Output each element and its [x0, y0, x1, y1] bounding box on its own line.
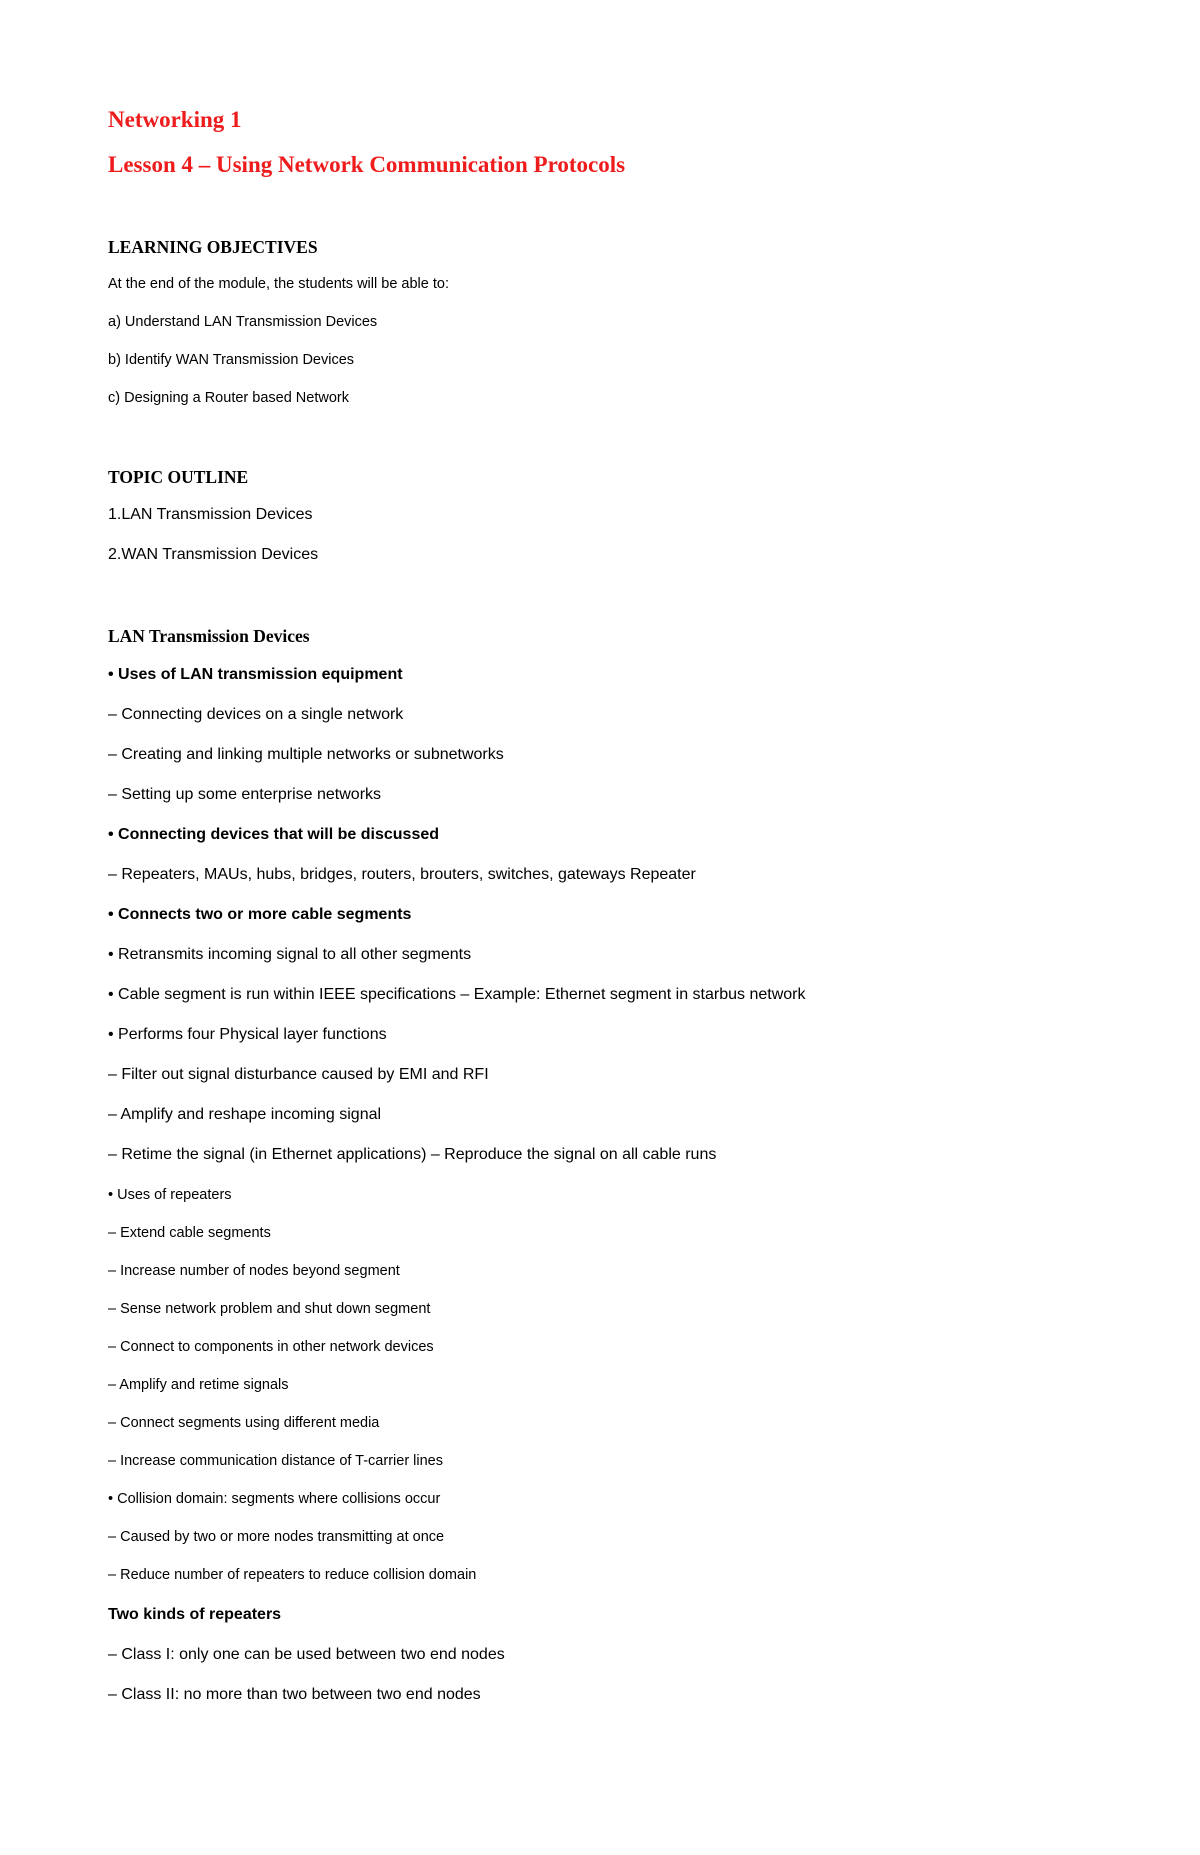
outline-item: 1.LAN Transmission Devices [108, 506, 313, 523]
list-item: – Caused by two or more nodes transmitting at once [108, 1529, 445, 1545]
outline-item: 2.WAN Transmission Devices [108, 546, 319, 563]
list-item: • Performs four Physical layer functions [108, 1026, 387, 1043]
list-item: – Connecting devices on a single network [108, 706, 404, 723]
list-item: • Uses of repeaters [108, 1187, 232, 1203]
list-item: • Cable segment is run within IEEE specifications – Example: Ethernet segment in starbus network [108, 986, 806, 1003]
list-item: – Setting up some enterprise networks [108, 786, 382, 803]
list-item: – Class I: only one can be used between two end nodes [108, 1646, 505, 1663]
list-item: – Amplify and reshape incoming signal [108, 1106, 382, 1123]
list-item: – Creating and linking multiple networks or subnetworks [108, 746, 504, 763]
course-title: Networking 1 [108, 107, 242, 132]
list-item: • Retransmits incoming signal to all other segments [108, 946, 472, 963]
list-item: • Collision domain: segments where collisions occur [108, 1491, 441, 1507]
list-item: – Retime the signal (in Ethernet applications) – Reproduce the signal on all cable runs [108, 1146, 717, 1163]
objective-item: b) Identify WAN Transmission Devices [108, 352, 355, 368]
list-item: – Reduce number of repeaters to reduce collision domain [108, 1567, 477, 1583]
topic-outline-heading: TOPIC OUTLINE [108, 467, 249, 487]
list-item: – Amplify and retime signals [108, 1377, 289, 1393]
objective-item: a) Understand LAN Transmission Devices [108, 314, 378, 330]
list-item: – Connect to components in other network devices [108, 1339, 434, 1355]
list-item: – Filter out signal disturbance caused by EMI and RFI [108, 1066, 489, 1083]
list-item: – Connect segments using different media [108, 1415, 380, 1431]
objectives-intro: At the end of the module, the students will be able to: [108, 276, 449, 292]
lesson-title: Lesson 4 – Using Network Communication Protocols [108, 152, 626, 177]
bullet-heading: • Connects two or more cable segments [108, 906, 412, 923]
objective-item: c) Designing a Router based Network [108, 390, 349, 406]
list-item: – Increase number of nodes beyond segment [108, 1263, 400, 1279]
bullet-heading: • Uses of LAN transmission equipment [108, 666, 403, 683]
list-item: – Repeaters, MAUs, hubs, bridges, routers, brouters, switches, gateways Repeater [108, 866, 696, 883]
learning-objectives-heading: LEARNING OBJECTIVES [108, 237, 318, 257]
list-item: – Sense network problem and shut down segment [108, 1301, 431, 1317]
list-item: – Extend cable segments [108, 1225, 271, 1241]
list-item: – Class II: no more than two between two end nodes [108, 1686, 481, 1703]
lan-section-heading: LAN Transmission Devices [108, 626, 310, 646]
subsection-heading: Two kinds of repeaters [108, 1606, 282, 1623]
list-item: – Increase communication distance of T-carrier lines [108, 1453, 443, 1469]
bullet-heading: • Connecting devices that will be discussed [108, 826, 440, 843]
